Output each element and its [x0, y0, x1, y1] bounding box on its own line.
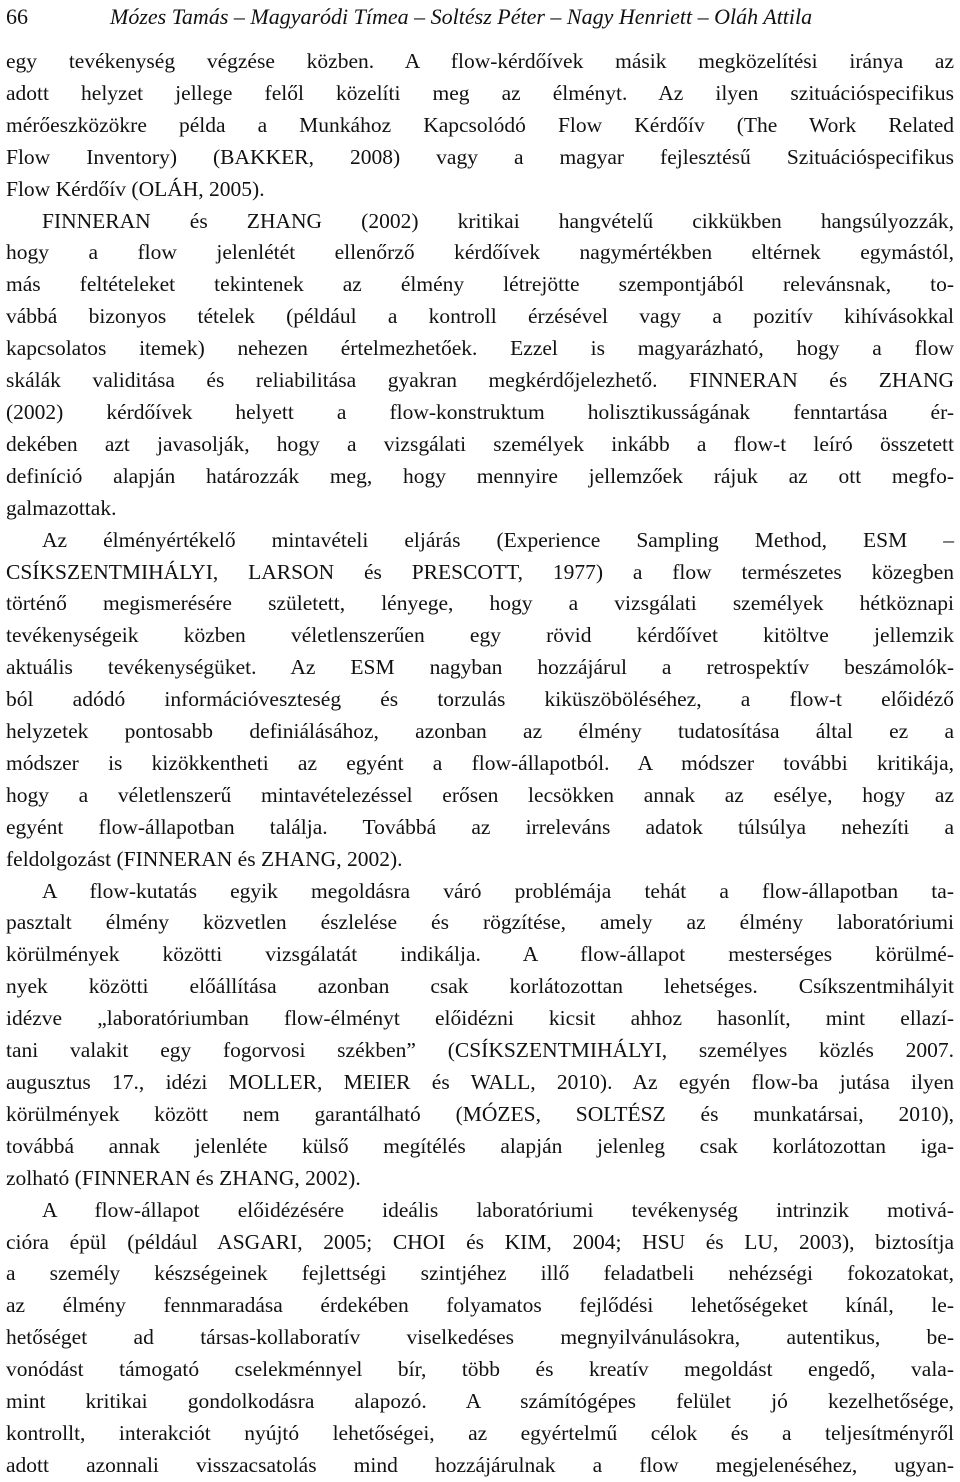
- text-line: mint kritikai gondolkodásra alapozó. A számítógépes felület jó kezelhetősége,: [6, 1389, 954, 1414]
- text-line: hogy a flow jelenlétét ellenőrző kérdőívek nagymértékben eltérnek egymástól,: [6, 240, 954, 265]
- text-line: kontrollt, interakciót nyújtó lehetőségei, az egyértelmű célok és a teljesítményről: [6, 1420, 954, 1445]
- text-line: vonódást támogató cselekménnyel bír, több és kreatív megoldást engedő, vala-: [6, 1357, 954, 1382]
- text-line: (2002) kérdőívek helyett a flow-konstruktum holisztikusságának fenntartása ér-: [6, 399, 954, 424]
- text-line: egy tevékenység végzése közben. A flow-kérdőívek másik megközelítési iránya az: [6, 49, 954, 73]
- text-line: Flow Kérdőív (OLÁH, 2005).: [6, 176, 265, 201]
- text-line: galmazottak.: [6, 495, 117, 520]
- text-line: nyek közötti előállítása azonban csak korlátozottan lehetséges. Csíkszentmihályit: [6, 974, 954, 999]
- text-line: a személy készségeinek fejlettségi szintjéhez illő feladatbeli nehézségi fokozatokat,: [6, 1261, 954, 1286]
- text-line: mérőeszközökre példa a Munkához Kapcsolódó Flow Kérdőív (The Work Related: [6, 112, 954, 137]
- text-line: zolható (FINNERAN és ZHANG, 2002).: [6, 1165, 361, 1190]
- text-line: ból adódó információveszteség és torzulás kiküszöböléséhez, a flow-t előidéző: [6, 687, 954, 712]
- text-line: hogy a véletlenszerű mintavételezéssel erősen lecsökken annak az esélye, hogy az: [6, 782, 954, 807]
- text-line: Flow Inventory) (BAKKER, 2008) vagy a magyar fejlesztésű Szituációspecifikus: [6, 144, 954, 169]
- text-line: aktuális tevékenységüket. Az ESM nagyban hozzájárul a retrospektív beszámolók-: [6, 655, 954, 680]
- text-line: dekében azt javasolják, hogy a vizsgálati személyek inkább a flow-t leíró összetett: [6, 431, 954, 456]
- text-line: CSÍKSZENTMIHÁLYI, LARSON és PRESCOTT, 1977) a flow természetes közegben: [6, 559, 954, 584]
- text-line: az élmény fennmaradása érdekében folyamatos fejlődési lehetőségeket kínál, le-: [6, 1293, 954, 1318]
- text-line: FINNERAN és ZHANG (2002) kritikai hangvételű cikkükben hangsúlyozzák,: [42, 208, 954, 233]
- text-line: történő megismerésére született, lényege, hogy a vizsgálati személyek hétköznapi: [6, 591, 954, 616]
- text-line: módszer is kizökkentheti az egyént a flow-állapotból. A módszer további kritikája,: [6, 750, 954, 775]
- text-line: kapcsolatos itemek) nehezen értelmezhetőek. Ezzel is magyarázható, hogy a flow: [6, 336, 954, 361]
- text-line: helyzetek pontosabb definiálásához, azonban az élmény tudatosítása által ez a: [6, 719, 954, 744]
- text-line: pasztalt élmény közvetlen észlelése és rögzítése, amely az élmény laboratóriumi: [6, 910, 954, 935]
- text-line: más feltételeket tekintenek az élmény létrejötte szempontjából relevánsnak, to-: [6, 272, 954, 297]
- text-line: vábbá bizonyos tételek (például a kontroll érzésével vagy a pozitív kihívásokkal: [6, 304, 954, 329]
- text-line: augusztus 17., idézi MOLLER, MEIER és WALL, 2010). Az egyén flow-ba jutása ilyen: [6, 1070, 954, 1094]
- text-line: definíció alapján határozzák meg, hogy mennyire jellemzőek rájuk az ott megfo-: [6, 463, 954, 488]
- text-line: egyént flow-állapotban találja. Továbbá az irreleváns adatok túlsúlya nehezíti a: [6, 814, 954, 839]
- text-line: Az élményértékelő mintavételi eljárás (Experience Sampling Method, ESM –: [42, 527, 954, 552]
- text-line: A flow-állapot előidézésére ideális laboratóriumi tevékenység intrinzik motivá-: [42, 1197, 954, 1222]
- text-line: tani valakit egy fogorvosi székben” (CSÍKSZENTMIHÁLYI, személyes közlés 2007.: [6, 1038, 954, 1063]
- page-number: 66: [6, 4, 28, 29]
- text-line: továbbá annak jelenléte külső megítélés alapján jelenleg csak korlátozottan iga-: [6, 1133, 954, 1158]
- text-line: tevékenységeik közben véletlenszerűen egy rövid kérdőívet kitöltve jellemzik: [6, 623, 954, 648]
- text-line: feldolgozást (FINNERAN és ZHANG, 2002).: [6, 846, 403, 871]
- text-line: hetőséget ad társas-kollaboratív viselkedéses megnyilvánulásokra, autentikus, be-: [6, 1325, 954, 1350]
- running-head-authors: Mózes Tamás – Magyaródi Tímea – Soltész Péter – Nagy Henriett – Oláh Attila: [110, 4, 813, 29]
- text-line: körülmények között nem garantálható (MÓZES, SOLTÉSZ és munkatársai, 2010),: [6, 1101, 954, 1126]
- text-line: körülmények közötti vizsgálatát indikálja. A flow-állapot mesterséges körülmé-: [6, 942, 954, 967]
- body-text: [6, 46, 954, 1482]
- text-line: cióra épül (például ASGARI, 2005; CHOI és KIM, 2004; HSU és LU, 2003), biztosítja: [6, 1229, 954, 1254]
- text-line: adott helyzet jellege felől közelíti meg az élményt. Az ilyen szituációspecifikus: [6, 80, 954, 105]
- text-line: adott azonnali visszacsatolás mind hozzájárulnak a flow megjelenéséhez, ugyan-: [6, 1452, 954, 1477]
- text-line: A flow-kutatás egyik megoldásra váró problémája tehát a flow-állapotban ta-: [42, 878, 954, 903]
- text-line: idézve „laboratóriumban flow-élményt előidézni kicsit ahhoz hasonlít, mint ellazí-: [6, 1006, 954, 1031]
- text-line: skálák validitása és reliabilitása gyakran megkérdőjelezhető. FINNERAN és ZHANG: [6, 368, 954, 393]
- page-header: [6, 2, 954, 34]
